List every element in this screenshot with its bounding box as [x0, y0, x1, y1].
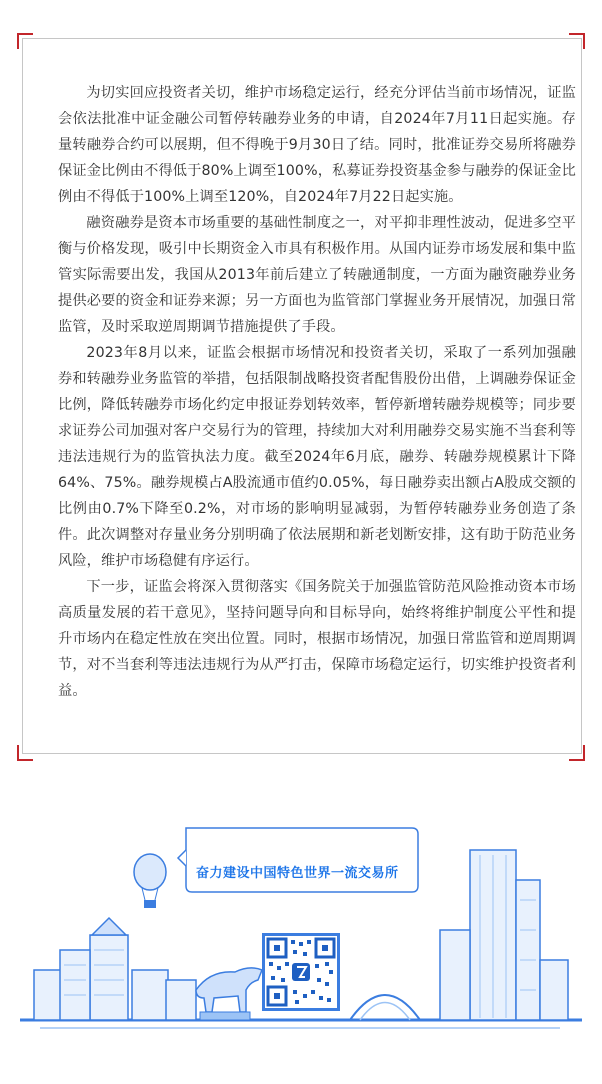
article-paragraph-1: 为切实回应投资者关切，维护市场稳定运行，经充分评估当前市场情况，证监会依法批准中证金融公司暂停转融券业务的申请，自2024年7月11日起实施。存量转融券合约可以展期，但不得晚于9月30日了结。同时，批准证券交易所将融券保证金比例由不得低于80%上调至100%，私募证券投资基金参与融券的保证金比例由不得低于100%上调至120%，自2024年7月22日起实施。: [58, 85, 576, 205]
frame-corner-top-left: [17, 33, 33, 49]
bull-statue-icon: [196, 968, 262, 1020]
hot-air-balloon-icon: [134, 854, 166, 908]
frame-corner-top-right: [569, 33, 585, 49]
article-paragraph-3: 2023年8月以来，证监会根据市场情况和投资者关切，采取了一系列加强融券和转融券业务监管的举措，包括限制战略投资者配售股份出借，上调融券保证金比例，降低转融券市场化约定申报证券划转效率，暂停新增转融券规模等；同步要求证券公司加强对客户交易行为的管理，持续加大对利用融券交易实施不当套利等违法违规行为的监管执法力度。截至2024年6月底，融券、转融券规模累计下降64%、75%。融券规模占A股流通市值约0.05%，每日融券卖出额占A股成交额的比例由0.7%下降至0.2%，对市场的影响明显减弱，为暂停转融券业务创造了条件。此次调整对存量业务分别明确了依法展期和新老划断安排，这有助于防范业务风险，维护市场稳健有序运行。: [58, 345, 576, 569]
article-paragraph-4: 下一步，证监会将深入贯彻落实《国务院关于加强监管防范风险推动资本市场高质量发展的若干意见》，坚持问题导向和目标导向，始终将维护制度公平性和提升市场内在稳定性放在突出位置。同时，根据市场情况，加强日常监管和逆周期调节，对不当套利等违法违规行为从严打击，保障市场稳定运行，切实维护投资者利益。: [58, 579, 576, 699]
article-paragraph-2: 融资融券是资本市场重要的基础性制度之一，对平抑非理性波动，促进多空平衡与价格发现，吸引中长期资金入市具有积极作用。从国内证券市场发展和集中监管实际需要出发，我国从2013年前后建立了转融通制度，一方面为融资融券业务提供必要的资金和证券来源；另一方面也为监管部门掌握业务开展情况，加强日常监管，及时采取逆周期调节措施提供了手段。: [58, 215, 576, 335]
qr-code[interactable]: [262, 933, 340, 1011]
frame-corner-bottom-right: [569, 745, 585, 761]
article-body: [58, 80, 576, 704]
frame-corner-bottom-left: [17, 745, 33, 761]
footer-slogan: 奋力建设中国特色世界一流交易所: [196, 866, 399, 881]
qr-code-pattern: [265, 936, 337, 1008]
